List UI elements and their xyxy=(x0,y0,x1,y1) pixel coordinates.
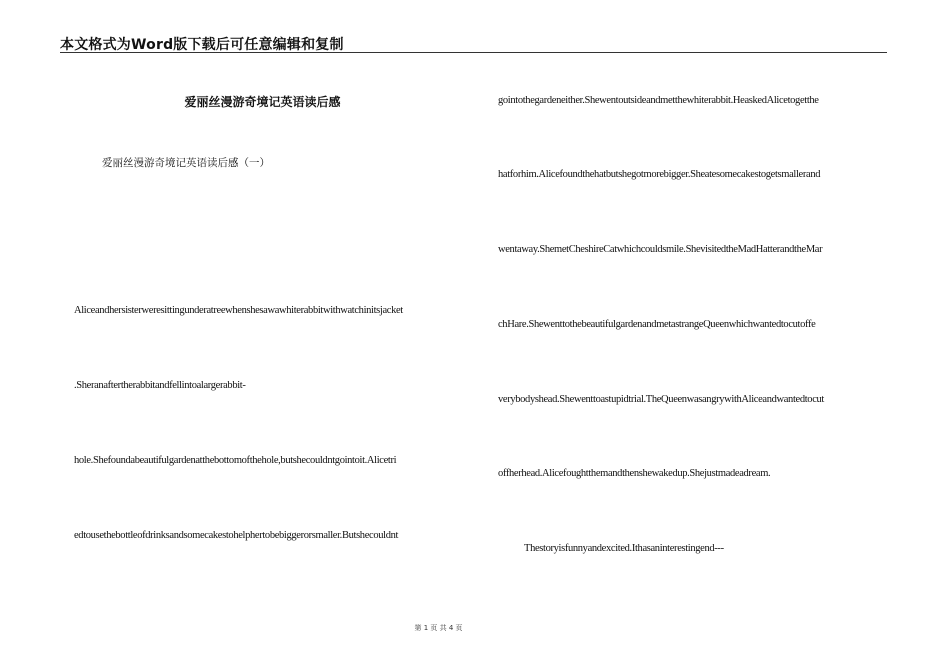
right-column-line: hatforhim.Alicefoundthehatbutshegotmorebigger.Sheatesomecakestogetsmallerand xyxy=(498,169,821,180)
header-divider xyxy=(60,52,887,53)
right-column-line: chHare.ShewenttothebeautifulgardenandmetastrangeQueenwhichwantedtocutoffe xyxy=(498,319,816,330)
document-header: 本文格式为Word版下载后可任意编辑和复制 xyxy=(60,37,344,53)
page-number-footer: 第 1 页 共 4 页 xyxy=(414,624,463,632)
left-column-line: hole.Shefoundabeautifulgardenatthebottomofthehole,butshecouldntgointoit.Alicetri xyxy=(74,455,397,466)
section-subtitle: 爱丽丝漫游奇境记英语读后感（一） xyxy=(102,157,270,169)
left-column-line: edtousethebottleofdrinksandsomecakestohelphertobebiggerorsmaller.Butshecouldnt xyxy=(74,530,399,541)
left-column-line: .Sheranaftertherabbitandfellintoalargerabbit- xyxy=(74,380,246,391)
right-column-line: gointothegardeneither.Shewentoutsideandmetthewhiterabbit.HeaskedAlicetogetthe xyxy=(498,95,819,106)
right-column-line: verybodyshead.Shewenttoastupidtrial.TheQueenwasangrywithAliceandwantedtocut xyxy=(498,394,824,405)
right-column-line: Thestoryisfunnyandexcited.Ithasaninterestingend--- xyxy=(524,543,724,554)
right-column-line: offherhead.Alicefoughtthemandthenshewakedup.Shejustmadeadream. xyxy=(498,468,771,479)
right-column-line: wentaway.ShemetCheshireCatwhichcouldsmile.ShevisitedtheMadHatterandtheMar xyxy=(498,244,823,255)
left-column-line: Aliceandhersisterweresittingunderatreewhenshesawawhiterabbitwithwatchinitsjacket xyxy=(74,305,403,316)
document-title: 爱丽丝漫游奇境记英语读后感 xyxy=(184,95,341,109)
